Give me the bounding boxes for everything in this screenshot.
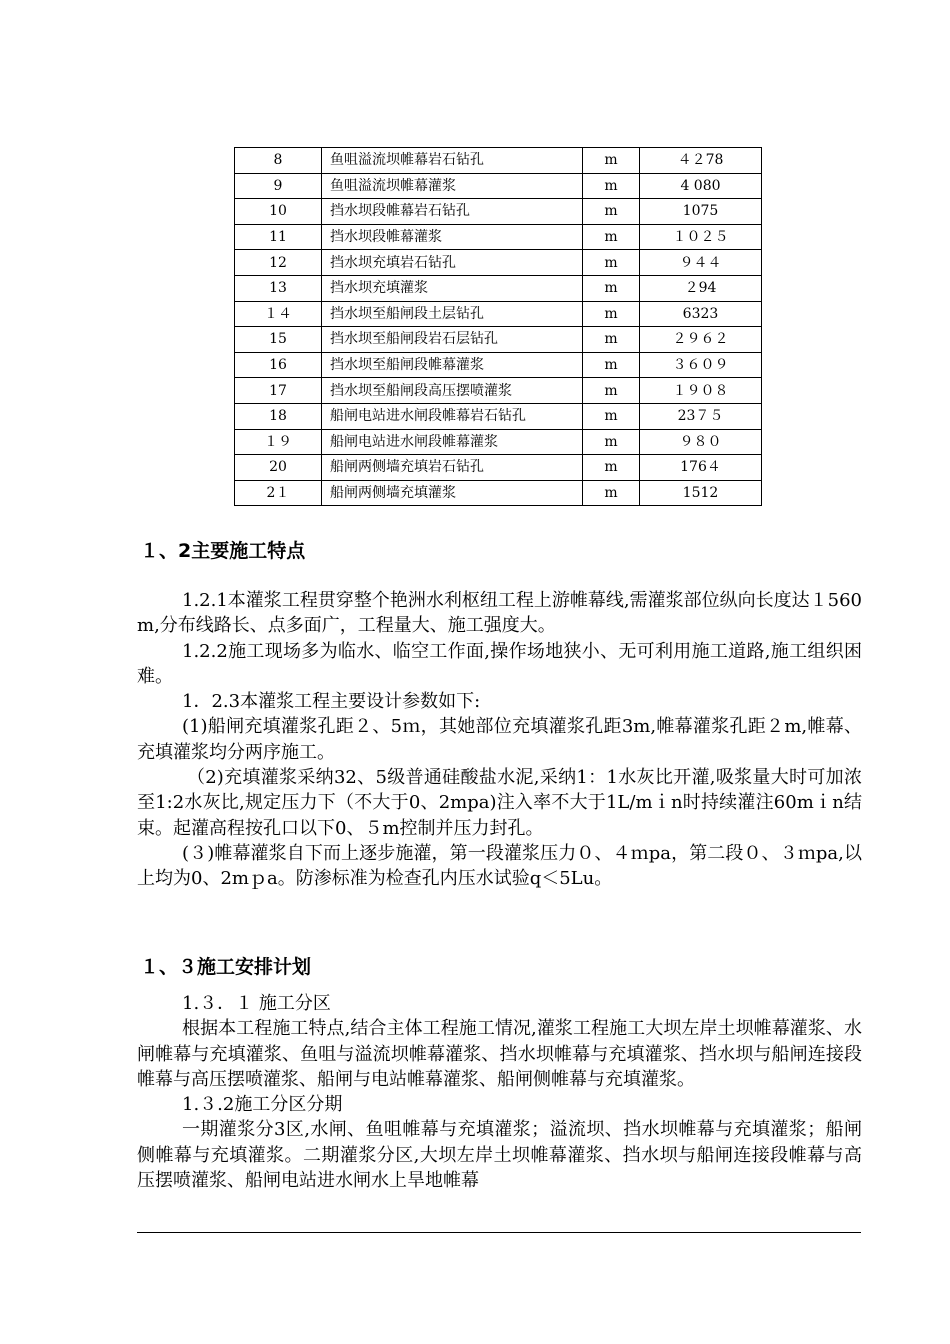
footer-rule bbox=[137, 1232, 861, 1233]
paragraph-1-3-1: 1.３．１ 施工分区 bbox=[182, 993, 331, 1014]
quantity-cell: １０２５ bbox=[640, 224, 762, 250]
section-1-3-body bbox=[137, 991, 862, 1193]
unit-cell: m bbox=[583, 327, 640, 353]
section-1-2-body bbox=[137, 588, 862, 892]
unit-cell: m bbox=[583, 224, 640, 250]
unit-cell: m bbox=[583, 403, 640, 429]
quantities-table-body bbox=[235, 148, 762, 506]
row-number: １４ bbox=[235, 301, 322, 327]
quantity-cell: ４２78 bbox=[640, 148, 762, 174]
item-name: 船闸电站进水闸段帷幕岩石钻孔 bbox=[322, 403, 583, 429]
row-number: 20 bbox=[235, 455, 322, 481]
quantity-cell: 1075 bbox=[640, 199, 762, 225]
unit-cell: m bbox=[583, 250, 640, 276]
unit-cell: m bbox=[583, 275, 640, 301]
item-name: 挡水坝段帷幕岩石钻孔 bbox=[322, 199, 583, 225]
row-number: 17 bbox=[235, 378, 322, 404]
unit-cell: m bbox=[583, 173, 640, 199]
paragraph-1-2-3: 1．2.3本灌浆工程主要设计参数如下: bbox=[182, 691, 481, 713]
item-name: 鱼咀溢流坝帷幕岩石钻孔 bbox=[322, 148, 583, 174]
row-number: 8 bbox=[235, 148, 322, 174]
item-name: 挡水坝充填岩石钻孔 bbox=[322, 250, 583, 276]
quantity-cell: ９８０ bbox=[640, 429, 762, 455]
table-row bbox=[235, 378, 762, 404]
row-number: 13 bbox=[235, 275, 322, 301]
paragraph-param-2: （2)充填灌浆采纳32、5级普通硅酸盐水泥,采纳1：1水灰比开灌,吸浆量大时可加浓至1:2水灰比,规定压力下（不大于0、2mpa)注入率不大于1L/mｉn时持续灌注60mｉn结束。起灌高程按孔口以下0、５m控制并压力封孔。 bbox=[137, 767, 862, 839]
unit-cell: m bbox=[583, 378, 640, 404]
quantity-cell: ９４４ bbox=[640, 250, 762, 276]
table-row bbox=[235, 480, 762, 506]
paragraph-param-1: (1)船闸充填灌浆孔距２、5ｍ，其她部位充填灌浆孔距3m,帷幕灌浆孔距２m,帷幕、充填灌浆均分两序施工。 bbox=[137, 716, 862, 763]
table-row bbox=[235, 301, 762, 327]
quantity-cell: 23７５ bbox=[640, 403, 762, 429]
quantity-cell: ２９６２ bbox=[640, 327, 762, 353]
row-number: 10 bbox=[235, 199, 322, 225]
item-name: 船闸两侧墙充填灌浆 bbox=[322, 480, 583, 506]
paragraph-param-3: (３)帷幕灌浆自下而上逐步施灌，第一段灌浆压力０、４ｍpa，第二段０、３ｍpa,以上均为0、2mｐa。防渗标准为检查孔内压水试验q＜5Lu。 bbox=[137, 842, 862, 890]
quantity-cell: ２94 bbox=[640, 275, 762, 301]
unit-cell: m bbox=[583, 352, 640, 378]
item-name: 挡水坝至船闸段高压摆喷灌浆 bbox=[322, 378, 583, 404]
item-name: 鱼咀溢流坝帷幕灌浆 bbox=[322, 173, 583, 199]
item-name: 挡水坝充填灌浆 bbox=[322, 275, 583, 301]
quantity-cell: 4 080 bbox=[640, 173, 762, 199]
unit-cell: m bbox=[583, 480, 640, 506]
quantity-cell: １９０８ bbox=[640, 378, 762, 404]
table-row bbox=[235, 275, 762, 301]
table-row bbox=[235, 148, 762, 174]
item-name: 挡水坝至船闸段帷幕灌浆 bbox=[322, 352, 583, 378]
row-number: 2１ bbox=[235, 480, 322, 506]
table-row bbox=[235, 199, 762, 225]
paragraph-phasing: 一期灌浆分3区,水闸、鱼咀帷幕与充填灌浆；溢流坝、挡水坝帷幕与充填灌浆；船闸侧帷幕与充填灌浆。二期灌浆分区,大坝左岸土坝帷幕灌浆、挡水坝与船闸连接段帷幕与高压摆喷灌浆、船闸电站进水闸水上旱地帷幕 bbox=[137, 1119, 862, 1192]
section-heading-1-2: １、2主要施工特点 bbox=[140, 540, 306, 562]
item-name: 挡水坝至船闸段岩石层钻孔 bbox=[322, 327, 583, 353]
paragraph-1-2-1: 1.2.1本灌浆工程贯穿整个艳洲水利枢纽工程上游帷幕线,需灌浆部位纵向长度达１560 m,分布线路长、点多面广，工程量大、施工强度大。 bbox=[137, 590, 862, 637]
unit-cell: m bbox=[583, 455, 640, 481]
table-row bbox=[235, 224, 762, 250]
quantity-cell: 6323 bbox=[640, 301, 762, 327]
unit-cell: m bbox=[583, 301, 640, 327]
row-number: 15 bbox=[235, 327, 322, 353]
unit-cell: m bbox=[583, 148, 640, 174]
unit-cell: m bbox=[583, 429, 640, 455]
table-row bbox=[235, 173, 762, 199]
quantity-cell: 1512 bbox=[640, 480, 762, 506]
item-name: 船闸两侧墙充填岩石钻孔 bbox=[322, 455, 583, 481]
quantities-table bbox=[234, 147, 762, 506]
paragraph-1-2-2: 1.2.2施工现场多为临水、临空工作面,操作场地狭小、无可利用施工道路,施工组织困难。 bbox=[137, 640, 862, 687]
row-number: 9 bbox=[235, 173, 322, 199]
table-row bbox=[235, 250, 762, 276]
section-heading-1-3: １、３施工安排计划 bbox=[140, 956, 312, 978]
table-row bbox=[235, 352, 762, 378]
item-name: 挡水坝段帷幕灌浆 bbox=[322, 224, 583, 250]
row-number: 18 bbox=[235, 403, 322, 429]
quantity-cell: ３６０９ bbox=[640, 352, 762, 378]
row-number: 16 bbox=[235, 352, 322, 378]
row-number: 12 bbox=[235, 250, 322, 276]
row-number: 11 bbox=[235, 224, 322, 250]
quantity-cell: 176４ bbox=[640, 455, 762, 481]
paragraph-zoning: 根据本工程施工特点,结合主体工程施工情况,灌浆工程施工大坝左岸土坝帷幕灌浆、水闸帷幕与充填灌浆、鱼咀与溢流坝帷幕灌浆、挡水坝帷幕与充填灌浆、挡水坝与船闸连接段帷幕与高压摆喷灌浆、船闸与电站帷幕灌浆、船闸侧帷幕与充填灌浆。 bbox=[137, 1018, 862, 1090]
table-row bbox=[235, 403, 762, 429]
row-number: １９ bbox=[235, 429, 322, 455]
unit-cell: m bbox=[583, 199, 640, 225]
table-row bbox=[235, 327, 762, 353]
table-row bbox=[235, 455, 762, 481]
paragraph-1-3-2: 1.３.2施工分区分期 bbox=[182, 1094, 343, 1116]
table-row bbox=[235, 429, 762, 455]
item-name: 船闸电站进水闸段帷幕灌浆 bbox=[322, 429, 583, 455]
item-name: 挡水坝至船闸段土层钻孔 bbox=[322, 301, 583, 327]
